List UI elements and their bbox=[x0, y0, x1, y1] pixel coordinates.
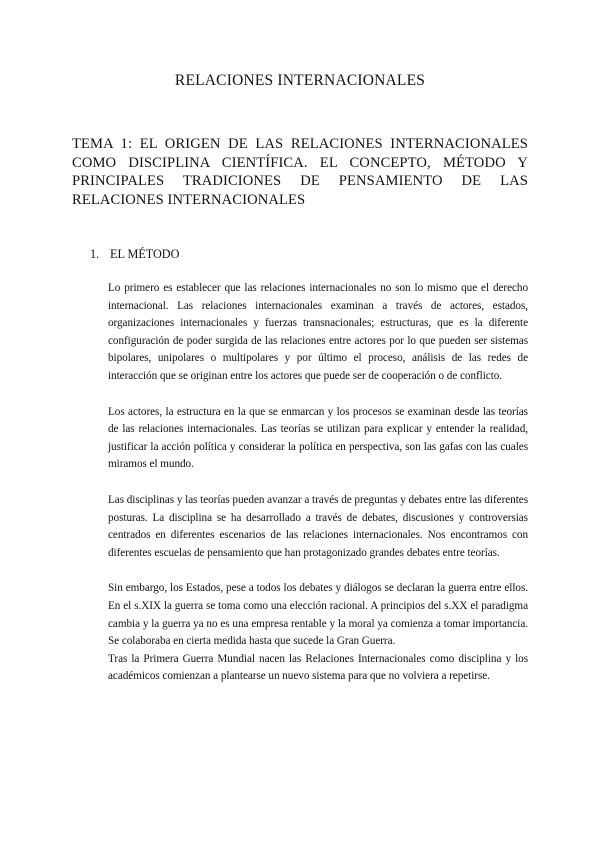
document-title: RELACIONES INTERNACIONALES bbox=[174, 72, 426, 89]
document-body bbox=[108, 280, 528, 704]
paragraph: Sin embargo, los Estados, pese a todos los debates y diálogos se declaran la guerra entre ellos. En el s.XIX la guerra se toma como una elección racional. A principios del s.XX el paradigma cambia y la guerra ya no es una empresa rentable y la moral ya comienza a tomar importancia. Se colaboraba en cierta medida hasta que sucede la Gran Guerra. bbox=[108, 582, 528, 648]
topic-heading: TEMA 1: EL ORIGEN DE LAS RELACIONES INTERNACIONALES COMO DISCIPLINA CIENTÍFICA. EL CONCEPTO, MÉTODO Y PRINCIPALES TRADICIONES DE PENSAMIENTO DE LAS RELACIONES INTERNACIONALES bbox=[72, 136, 528, 208]
section-title: EL MÉTODO bbox=[110, 247, 180, 261]
paragraph: Lo primero es establecer que las relaciones internacionales no son lo mismo que el derecho internacional. Las relaciones internacionales examinan a través de actores, estados, organizaciones internacionales y fuerzas transnacionales; estructuras, que es la diferente configuración de poder surgida de las relaciones entre actores por lo que pueden ser sistemas bipolares, unipolares o multipolares y por último el proceso, análisis de las redes de interacción que se originan entre los actores que puede ser de cooperación o de conflicto. bbox=[108, 282, 528, 382]
section-number: 1. bbox=[90, 247, 100, 261]
paragraph: Tras la Primera Guerra Mundial nacen las Relaciones Internacionales como disciplina y los académicos comienzan a plantearse un nuevo sistema para que no volviera a repetirse. bbox=[108, 652, 528, 683]
paragraph: Las disciplinas y las teorías pueden avanzar a través de preguntas y debates entre las diferentes posturas. La disciplina se ha desarrollado a través de debates, discusiones y controversias centrados en diferentes escenarios de las relaciones internacionales. Nos encontramos con diferentes escuelas de pensamiento que han protagonizado grandes debates entre teorías. bbox=[108, 493, 528, 559]
section-heading bbox=[90, 247, 179, 262]
paragraph: Los actores, la estructura en la que se enmarcan y los procesos se examinan desde las teorías de las relaciones internacionales. Las teorías se utilizan para explicar y entender la realidad, justificar la acción política y considerar la política en perspectiva, son las gafas con las cuales miramos el mundo. bbox=[108, 405, 528, 471]
